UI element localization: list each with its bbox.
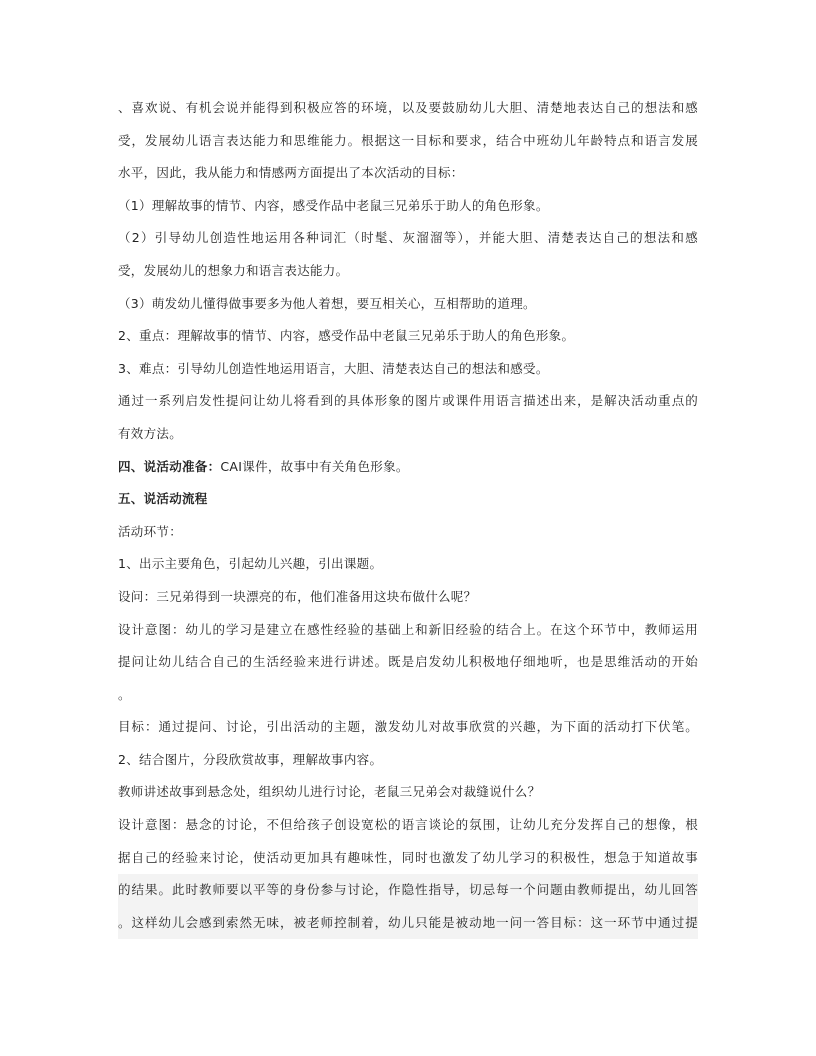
text-line: 的结果。此时教师要以平等的身份参与讨论，作隐性指导，切忌每一个问题由教师提出，幼儿回答	[118, 874, 698, 907]
text-line: （2）引导幼儿创造性地运用各种词汇（时髦、灰溜溜等），并能大胆、清楚表达自己的想法和感	[118, 230, 698, 246]
text-line: 有效方法。	[118, 425, 183, 441]
text-line: 提问让幼儿结合自己的生活经验来进行讲述。既是启发幼儿积极地仔细地听，也是思维活动的开始	[118, 654, 698, 670]
flow-heading: 五、说活动流程	[118, 491, 208, 507]
text-line: （1）理解故事的情节、内容，感受作品中老鼠三兄弟乐于助人的角色形象。	[118, 197, 549, 213]
text-line: 2、重点：理解故事的情节、内容，感受作品中老鼠三兄弟乐于助人的角色形象。	[118, 328, 575, 344]
prep-line	[118, 451, 698, 484]
text-line: 受，发展幼儿的想象力和语言表达能力。	[118, 262, 349, 278]
text-line: 活动环节：	[118, 523, 183, 539]
text-line: 受，发展幼儿语言表达能力和思维能力。根据这一目标和要求，结合中班幼儿年龄特点和语言发展	[118, 132, 698, 148]
text-line: 。这样幼儿会感到索然无味，被老师控制着，幼儿只能是被动地一问一答目标：这一环节中通过提	[118, 907, 698, 940]
paragraph-block-objectives	[118, 92, 698, 451]
text-line: 设问：三兄弟得到一块漂亮的布，他们准备用这块布做什么呢？	[118, 588, 477, 604]
text-line: 。	[118, 686, 131, 702]
text-line: 据自己的经验来讨论，使活动更加具有趣味性，同时也激发了幼儿学习的积极性，想急于知道故事	[118, 849, 698, 865]
text-line: 1、出示主要角色，引起幼儿兴趣，引出课题。	[118, 556, 383, 572]
paragraph-block-flow	[118, 516, 698, 940]
prep-text: CAI课件，故事中有关角色形象。	[220, 458, 409, 474]
text-line: 水平，因此，我从能力和情感两方面提出了本次活动的目标：	[118, 165, 464, 181]
text-line: 、喜欢说、有机会说并能得到积极应答的环境，以及要鼓励幼儿大胆、清楚地表达自己的想法和感	[118, 100, 698, 115]
document-body	[118, 92, 698, 939]
text-line: （3）萌发幼儿懂得做事要多为他人着想，要互相关心，互相帮助的道理。	[118, 295, 536, 311]
text-line: 教师讲述故事到悬念处，组织幼儿进行讨论，老鼠三兄弟会对裁缝说什么？	[118, 784, 541, 800]
text-line: 设计意图：悬念的讨论，不但给孩子创设宽松的语言谈论的氛围，让幼儿充分发挥自己的想像，根	[118, 817, 698, 833]
text-line: 通过一系列启发性提问让幼儿将看到的具体形象的图片或课件用语言描述出来，是解决活动重点的	[118, 393, 698, 409]
text-line: 3、难点：引导幼儿创造性地运用语言，大胆、清楚表达自己的想法和感受。	[118, 360, 549, 376]
text-line: 目标：通过提问、讨论，引出活动的主题，激发幼儿对故事欣赏的兴趣，为下面的活动打下伏笔。	[118, 719, 698, 735]
prep-label: 四、说活动准备：	[118, 458, 221, 474]
text-line: 2、结合图片，分段欣赏故事，理解故事内容。	[118, 751, 383, 767]
text-line: 设计意图：幼儿的学习是建立在感性经验的基础上和新旧经验的结合上。在这个环节中，教师运用	[118, 621, 698, 637]
